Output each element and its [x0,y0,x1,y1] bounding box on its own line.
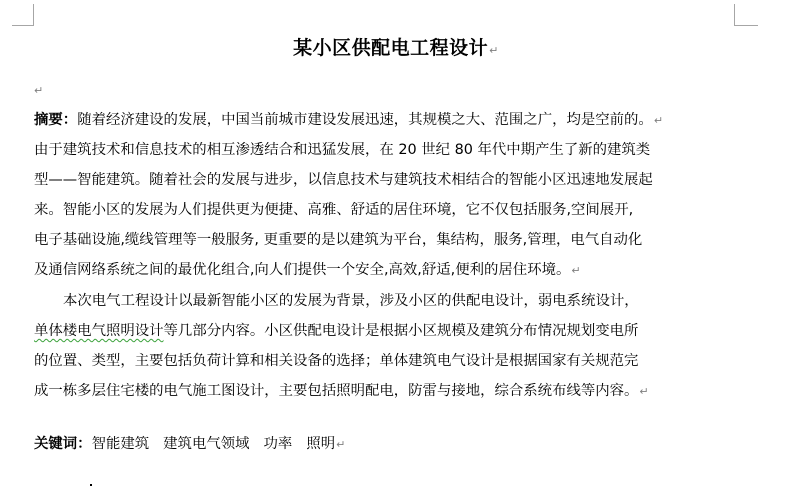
empty-paragraph [33,82,43,98]
abstract-line [34,140,650,160]
abstract-line [34,260,581,281]
abstract-text: 由于建筑技术和信息技术的相互渗透结合和迅猛发展，在 20 世纪 80 年代中期产生了新的建筑类 [34,142,651,158]
keywords-label: 关键词： [34,436,92,452]
body-text: 本次电气工程设计以最新智能小区的发展为背景，涉及小区的供配电设计，弱电系统设计， [63,293,639,309]
paragraph-mark: ↵ [489,44,499,57]
abstract-line [34,170,653,190]
body-line [34,321,638,341]
document-title-text: 某小区供配电工程设计 [293,37,489,59]
crop-mark-top-right-horizontal [734,25,758,26]
abstract-text: 型——智能建筑。随着社会的发展与进步，以信息技术与建筑技术相结合的智能小区迅速地发展起 [34,172,653,188]
body-text: 的位置、类型，主要包括负荷计算和相关设备的选择；单体建筑电气设计是根据国家有关规范完 [34,353,639,369]
crop-mark-top-right-vertical [734,4,735,26]
body-line [34,351,638,371]
keywords-line [34,434,345,455]
body-text: 等几部分内容。小区供配电设计是根据小区规模及建筑分布情况规划变电所 [163,323,639,339]
paragraph-mark: ↵ [653,114,664,127]
abstract-text: 随着经济建设的发展，中国当前城市建设发展迅速，其规模之大、范围之广，均是空前的。 [77,112,653,128]
paragraph-mark: ↵ [34,84,44,97]
body-line [34,381,649,402]
keyword: 功率 [263,436,293,452]
paragraph-mark: ↵ [571,264,581,277]
abstract-line [34,200,633,220]
keyword: 建筑电气领域 [163,436,250,452]
body-text-underlined: 单体楼电气照明设计 [34,323,164,339]
paragraph-mark: ↵ [336,438,346,451]
document-title [0,34,792,65]
crop-mark-top-left-vertical [33,4,34,26]
body-line [63,291,639,311]
abstract-text: 及通信网络系统之间的最优化组合,向人们提供一个安全,高效,舒适,便利的居住环境。 [34,262,571,278]
abstract-line [34,110,663,131]
body-text: 成一栋多层住宅楼的电气施工图设计，主要包括照明配电，防雷与接地，综合系统布线等内容。 [34,383,639,399]
abstract-line [34,230,642,250]
keyword: 照明 [306,436,336,452]
abstract-label: 摘要： [34,112,78,128]
crop-mark-top-left-horizontal [12,25,34,26]
paragraph-mark: ↵ [639,385,649,398]
stray-dot [90,484,92,486]
abstract-text: 来。智能小区的发展为人们提供更为便捷、高雅、舒适的居住环境，它不仅包括服务,空间展开, [34,202,634,218]
keyword: 智能建筑 [91,436,150,452]
abstract-text: 电子基础设施,缆线管理等一般服务, 更重要的是以建筑为平台，集结构，服务,管理，电气自动化 [34,232,643,248]
